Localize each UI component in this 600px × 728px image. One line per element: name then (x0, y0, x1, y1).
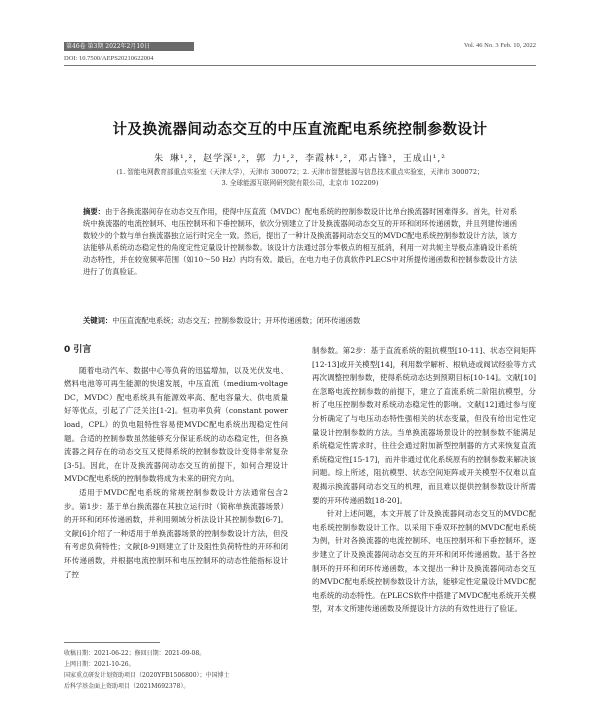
intro-paragraph-2: 适用于MVDC配电系统的常规控制参数设计方法通常包含2步。第1步：基于单台换流器在其独立运行时（简称单换流器场景）的开环和闭环传递函数，并利用频域分析法设计其控制参数[6-7]。文献[6]介绍了一种适用于单换流器场景的控制参数设计方法，但没有考虑负荷特性；文献[8-9]则建立了计及阻性负荷特性的开环和闭环传递函数，并根据电流控制环和电压控制环的动态性能指标设计了控 (64, 487, 288, 579)
footnotes (64, 648, 288, 692)
paper-title: 计及换流器间动态交互的中压直流配电系统控制参数设计 (112, 122, 488, 138)
intro-paragraph-2-continued: 制参数。第2步：基于直流系统的阻抗模型[10-11]、状态空间矩阵[12-13]或开关模型[14]，利用数学解析、根轨迹或阀试经验等方式再次调整控制参数，使得系统动态达到预期目标[10-14]。文献[10]在忽略电流控制参数的前提下，建立了直流系统二阶阻抗模型，分析了电压控制参数对系统动态稳定性的影响。文献[12]通过参与度分析确定了与电压动态特性强相关的状态变量，但没有给出定性定量设计控制参数的方法。当单换流器场景设计的控制参数不能满足系统稳定性需求时，往往会通过附加新型控制器的方式来恢复直流系统稳定性[15-17]，而并非通过优化系统原有的控制参数来解决该问题。综上所述，阻抗模型、状态空间矩阵或开关模型不仅难以直观揭示换流器间动态交互的机理，而且难以提供控制参数设计所需要的开环传递函数[18-20]。 (312, 346, 536, 505)
intro-paragraph-1: 随着电动汽车、数据中心等负荷的迅猛增加，以及光伏发电、燃料电池等可再生能源的快速发展，中压直流（medium-voltage DC，MVDC）配电系统具有能源效率高、配电容量大、供电质量好等优点，引起了广泛关注[1-2]。恒功率负荷（constant power load，CPL）的负电阻特性容易使MVDC配电系统出现稳定性问题。合适的控制参数虽然能够充分保证系统的动态稳定性，但各换流器之间存在的动态交互又使得系统的控制参数设计变得非常复杂[3-5]。因此，在计及换流器间动态交互的前提下，如何合理设计MVDC配电系统的控制参数将成为未来的研究方向。 (64, 365, 288, 484)
affiliation-line-2: 3. 全球能源互联网研究院有限公司，北京市 102209) (221, 179, 379, 187)
footnote-rule (64, 642, 160, 643)
journal-issue-english: Vol. 46 No. 3 Feb. 10, 2022 (463, 42, 536, 49)
body-column-right (312, 344, 536, 616)
footnote-funding-1: 国家重点研发计划资助项目（2020YFB1506800）；中国博士 (64, 672, 230, 679)
affiliation-line-1: (1. 智能电网教育部重点实验室（天津大学），天津市 300072；2. 天津市智慧能源与信息技术重点实验室，天津市 300072； (116, 168, 484, 176)
body-column-left (64, 344, 288, 581)
footnote-online: 上网日期：2021-10-26。 (64, 661, 135, 668)
journal-issue-banner: 第46卷 第3期 2022年2月10日 (64, 42, 194, 51)
header-rule (64, 65, 536, 66)
doi[interactable]: DOI: 10.7500/AEPS20210622004 (64, 55, 154, 62)
abstract-text: 由于各换流器间存在动态交互作用，使得中压直流（MVDC）配电系统的控制参数设计比单台换流器时困难得多。首先，针对系统中换流器的电流控制环、电压控制环和下垂控制环，依次分别建立了计及换流器间动态交互的开环和闭环传递函数，并且列建传递函数较少的个数与单台换流器独立运行时完全一致。然后，提出了一种计及换流器间动态交互的MVDC配电系统控制参数设计方法，该方法能够从系统动态稳定性的角度定性定量设计控制参数。该设计方法通过部分零极点的相互抵消，利用一对共轭主导极点准确设计系统动态特性，并在较宽频率范围（如10～50 Hz）内均有效。最后，在电力电子仿真软件PLECS中对所提传递函数和控制参数设计方法进行了仿真验证。 (83, 207, 518, 277)
footnote-received: 收稿日期：2021-06-22；修回日期：2021-09-08。 (64, 650, 206, 657)
keywords (83, 316, 517, 326)
author-list: 朱 琳¹,²，赵学深¹,²，郭 力¹,²，李霞林¹,²，邓占锋³，王成山¹,² (154, 154, 446, 164)
keywords-label: 关键词： (83, 316, 113, 325)
abstract (83, 206, 517, 279)
affiliations (60, 167, 540, 189)
abstract-label: 摘要： (83, 207, 105, 216)
keywords-text: 中压直流配电系统；动态交互；控制参数设计；开环传递函数；闭环传递函数 (112, 316, 361, 325)
intro-paragraph-3: 针对上述问题，本文开展了计及换流器间动态交互的MVDC配电系统控制参数设计工作。以采用下垂双环控制的MVDC配电系统为例，针对各换流器的电流控制环、电压控制环和下垂控制环，逐步建立了计及换流器间动态交互的开环和闭环传递函数。基于各控制环的开环和闭环传递函数，本文提出一种计及换流器间动态交互的MVDC配电系统控制参数设计方法，能够定性定量设计MVDC配电系统的动态特性。在PLECS软件中搭建了MVDC配电系统开关模型，对本文所建传递函数及所提设计方法的有效性进行了验证。 (312, 509, 536, 614)
footnote-funding-2: 后科学基金面上资助项目（2021M692378）。 (64, 683, 190, 690)
section-heading-intro: 0 引言 (64, 345, 92, 355)
